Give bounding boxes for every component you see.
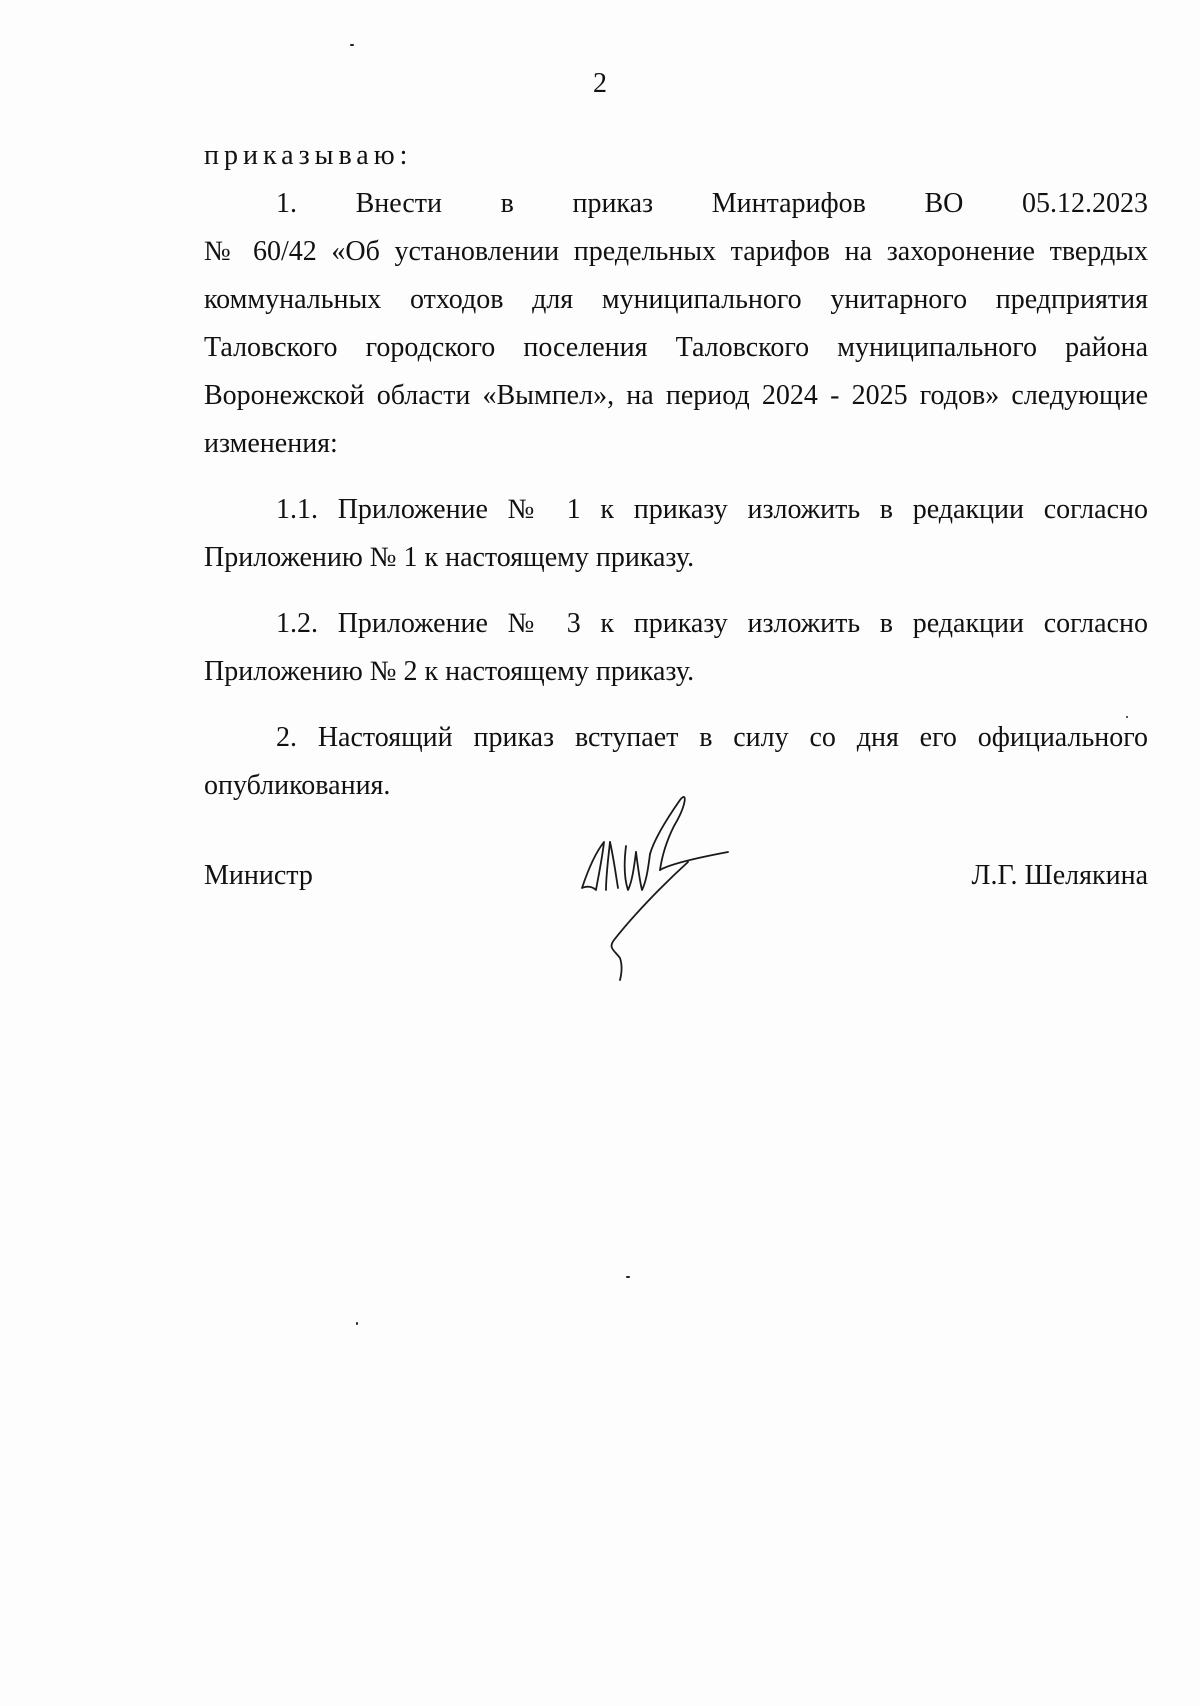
scan-speck [1126, 716, 1128, 718]
item-1-2-text: 1.2. Приложение № 3 к приказу изложить в редакции согласно Приложению № 2 к настоящему приказу. [204, 608, 1148, 687]
item-1-word: 1. [276, 188, 297, 219]
item-1-text: № 60/42 «Об установлении предельных тарифов на захоронение твердых коммунальных отходов для муниципального унитарного предприятия Таловского городского поселения Таловского муниципального района Воронежской области «Вымпел», на период 2024 - 2025 годов» следующие изменения: [204, 236, 1148, 459]
item-1-word: приказ [572, 188, 654, 219]
order-word: приказываю: [204, 140, 413, 171]
signatory-title: Министр [204, 860, 313, 891]
item-1-word: 05.12.2023 [1022, 188, 1148, 219]
item-1-first-line [204, 180, 1148, 228]
item-1-word: Минтарифов [711, 188, 866, 219]
scan-speck [626, 1276, 630, 1278]
document-body [204, 132, 1148, 810]
item-1-1-text: 1.1. Приложение № 1 к приказу изложить в редакции согласно Приложению № 1 к настоящему приказу. [204, 494, 1148, 573]
item-1-word: Внести [355, 188, 443, 219]
signatory-name: Л.Г. Шелякина [971, 860, 1148, 891]
scan-speck [356, 1322, 358, 1325]
scan-speck [350, 44, 354, 46]
page-number: 2 [593, 68, 607, 99]
item-1-word: ВО [924, 188, 964, 219]
handwritten-signature-icon [570, 790, 750, 990]
item-2-text: 2. Настоящий приказ вступает в силу со дня его официального опубликования. [204, 722, 1148, 801]
item-1-word: в [500, 188, 514, 219]
